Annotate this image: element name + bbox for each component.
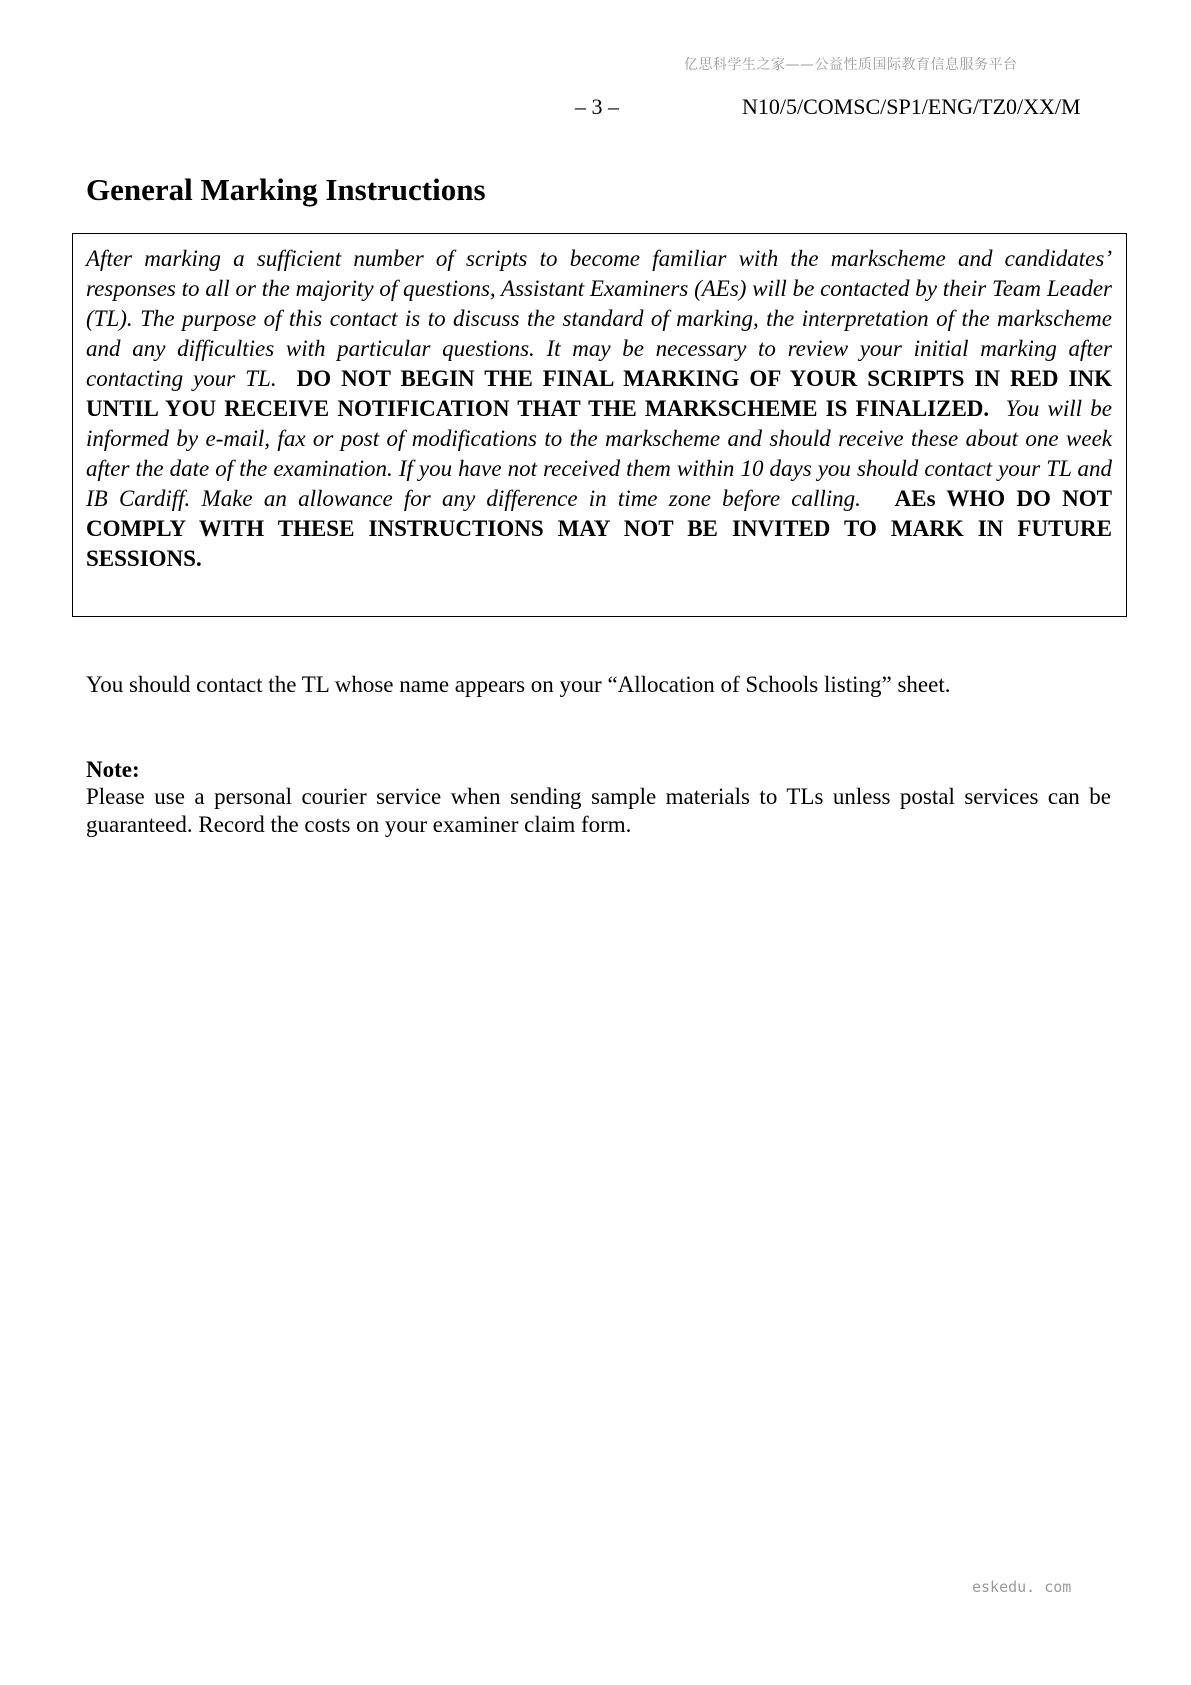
instructions-bold-1: DO NOT BEGIN THE FINAL MARKING OF YOUR SCRIPTS IN RED INK UNTIL YOU RECEIVE NOTIFICATION THAT THE MARKSCHEME IS FINALIZED.: [86, 366, 1112, 421]
instructions-italic-2: You will be informed by e-mail, fax or post of modifications to the markscheme and should receive these about one week after the date of the examination. If you have not received them within 10 days you should contact your TL and IB Cardiff. Make an allowance for any difference in time zone before calling.: [86, 396, 1112, 511]
marking-instructions-box: [72, 233, 1127, 617]
header-watermark: 亿思科学生之家——公益性质国际教育信息服务平台: [684, 57, 1018, 73]
note-body: Please use a personal courier service when sending sample materials to TLs unless postal services can be guaranteed. Record the costs on your examiner claim form.: [86, 784, 1111, 837]
note-heading: Note:: [86, 757, 140, 782]
instructions-bold-2: AEs WHO DO NOT COMPLY WITH THESE INSTRUCTIONS MAY NOT BE INVITED TO MARK IN FUTURE SESSIONS.: [86, 486, 1113, 571]
contact-paragraph: You should contact the TL whose name appears on your “Allocation of Schools listing” sheet.: [86, 672, 951, 697]
instructions-italic-1: After marking a sufficient number of scripts to become familiar with the markscheme and candidates’ responses to all or the majority of questions, Assistant Examiners (AEs) will be contacted by their Team Leader (TL). The purpose of this contact is to discuss the standard of marking, the interpretation of the markscheme and any difficulties with particular questions. It may be necessary to review your initial marking after contacting your TL.: [86, 246, 1112, 391]
page-number: – 3 –: [575, 94, 619, 119]
marking-instructions-text: [86, 244, 1112, 574]
paper-code: N10/5/COMSC/SP1/ENG/TZ0/XX/M: [742, 94, 1081, 119]
section-title: General Marking Instructions: [86, 172, 486, 207]
footer-watermark: eskedu. com: [972, 1578, 1072, 1596]
